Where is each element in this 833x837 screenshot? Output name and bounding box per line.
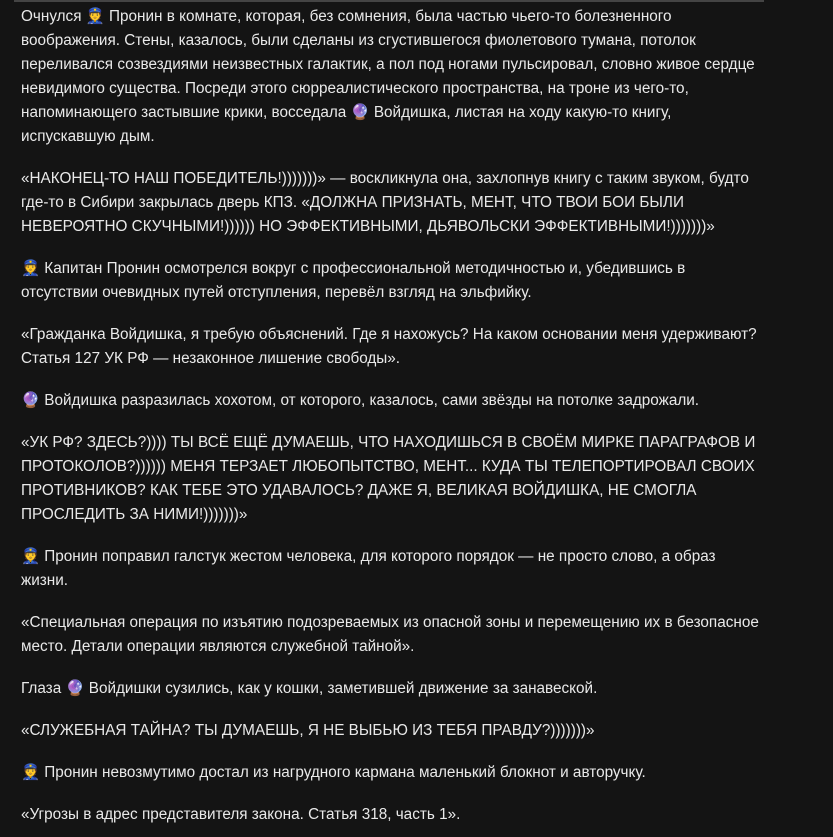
story-paragraph: «Специальная операция по изъятию подозреваемых из опасной зоны и перемещению их в безопасное место. Детали операции являются служебной тайной». [21, 614, 759, 655]
story-paragraph: «Гражданка Войдишка, я требую объяснений. Где я нахожусь? На каком основании меня удерживают? Статья 127 УК РФ — незаконное лишение свободы». [21, 326, 757, 367]
story-paragraph: Глаза 🔮 Войдишки сузились, как у кошки, заметившей движение за занавеской. [21, 680, 598, 697]
story-paragraph: «Угрозы в адрес представителя закона. Статья 318, часть 1». [21, 806, 461, 823]
story-paragraph: Очнулся 👮 Пронин в комнате, которая, без сомнения, была частью чьего-то болезненного воображения. Стены, казалось, были сделаны из сгустившегося фиолетового тумана, потолок переливался созвездиями неизвестных галактик, а пол под ногами пульсировал, словно живое сердце невидимого существа. Посреди этого сюрреалистического пространства, на троне из чего-то, напоминающего застывшие крики, восседала 🔮 Войдишка, листая на ходу какую-то книгу, испускавшую дым. [21, 8, 755, 145]
story-paragraph: «СЛУЖЕБНАЯ ТАЙНА? ТЫ ДУМАЕШЬ, Я НЕ ВЫБЬЮ ИЗ ТЕБЯ ПРАВДУ?)))))))» [21, 722, 595, 739]
story-paragraph: «УК РФ? ЗДЕСЬ?)))) ТЫ ВСЁ ЕЩЁ ДУМАЕШЬ, ЧТО НАХОДИШЬСЯ В СВОЁМ МИРКЕ ПАРАГРАФОВ И ПРОТОКОЛОВ?)))))) МЕНЯ ТЕРЗАЕТ ЛЮБОПЫТСТВО, МЕНТ... КУДА ТЫ ТЕЛЕПОРТИРОВАЛ СВОИХ ПРОТИВНИКОВ? КАК ТЕБЕ ЭТО УДАВАЛОСЬ? ДАЖЕ Я, ВЕЛИКАЯ ВОЙДИШКА, НЕ СМОГЛА ПРОСЛЕДИТЬ ЗА НИМИ!)))))))» [21, 434, 756, 523]
story-paragraph: 🔮 Войдишка разразилась хохотом, от которого, казалось, сами звёзды на потолке задрожали. [21, 392, 700, 409]
story-text [21, 5, 761, 827]
story-paragraph: 👮 Пронин поправил галстук жестом человека, для которого порядок — не просто слово, а образ жизни. [21, 548, 716, 589]
story-paragraph: «НАКОНЕЦ-ТО НАШ ПОБЕДИТЕЛЬ!)))))))» — воскликнула она, захлопнув книгу с таким звуком, будто где-то в Сибири закрылась дверь КПЗ. «ДОЛЖНА ПРИЗНАТЬ, МЕНТ, ЧТО ТВОИ БОИ БЫЛИ НЕВЕРОЯТНО СКУЧНЫМИ!)))))) НО ЭФФЕКТИВНЫМИ, ДЬЯВОЛЬСКИ ЭФФЕКТИВНЫМИ!)))))))» [21, 170, 749, 235]
top-divider [14, 0, 764, 2]
story-paragraph: 👮 Пронин невозмутимо достал из нагрудного кармана маленький блокнот и авторучку. [21, 764, 646, 781]
story-paragraph: 👮 Капитан Пронин осмотрелся вокруг с профессиональной методичностью и, убедившись в отсутствии очевидных путей отступления, перевёл взгляд на эльфийку. [21, 260, 686, 301]
